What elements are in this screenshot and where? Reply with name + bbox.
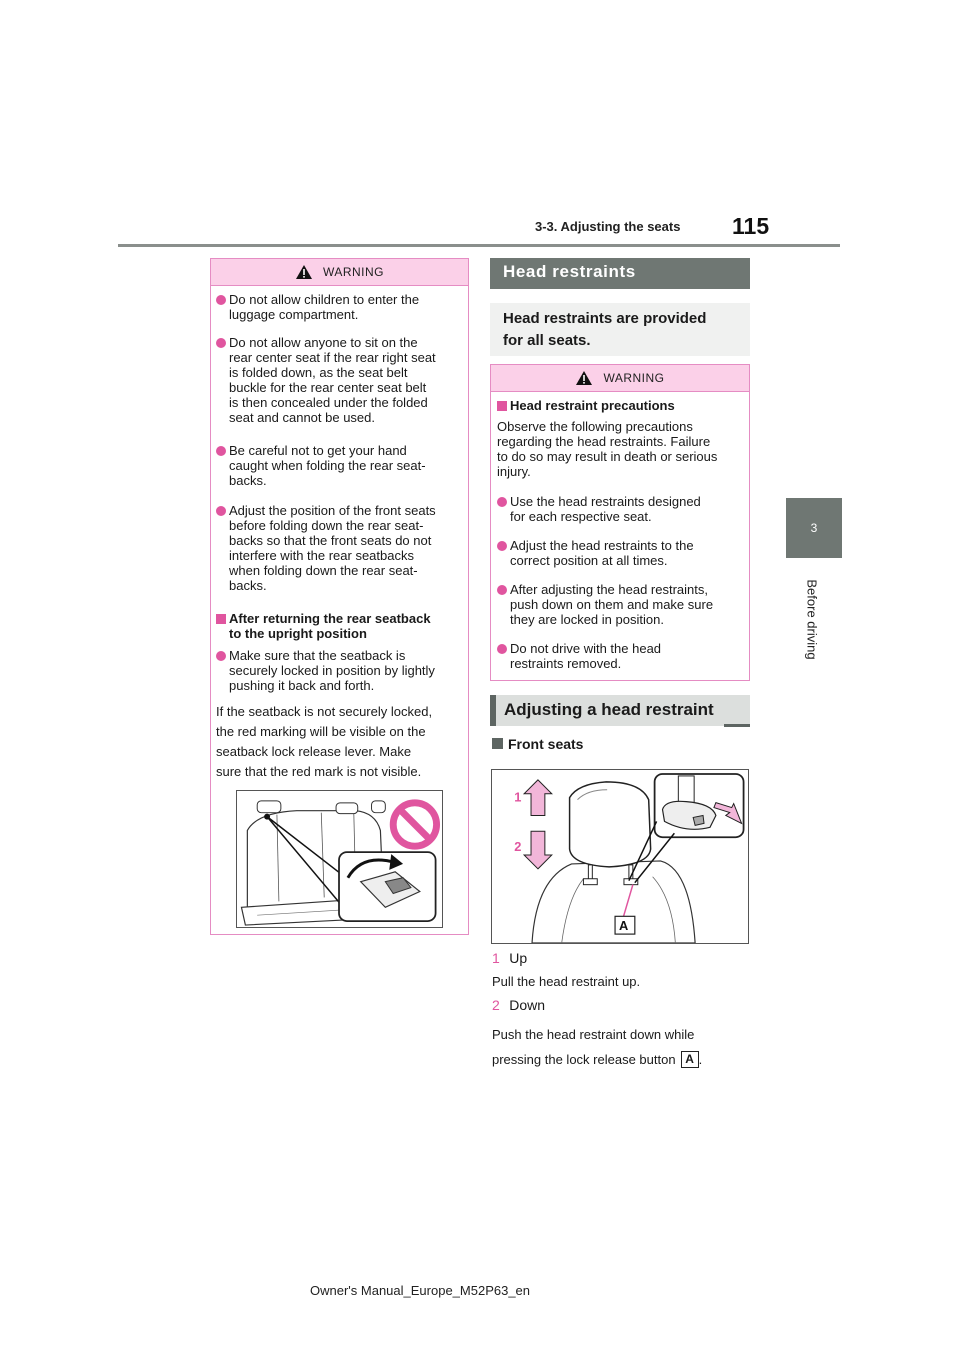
bullet-dot	[216, 506, 226, 516]
header-rule	[118, 244, 840, 247]
list-item: Use the head restraints designed for each respective seat.	[497, 494, 747, 524]
list-item: Do not allow anyone to sit on the rear center seat if the rear right seat is folded down, as the seat belt buckle for the rear center seat belt is then concealed under the folded seat and cannot be used.	[216, 335, 466, 425]
warning-paragraph: Observe the following precautions regarding the head restraints. Failure to do so may result in death or serious injury.	[497, 419, 718, 479]
warning-subheading: Head restraint precautions	[497, 398, 747, 413]
bullet-dot	[497, 497, 507, 507]
warning-header	[211, 259, 468, 286]
list-item: Adjust the position of the front seats before folding down the rear seat- backs so that the front seats do not interfere with the rear seatbacks when folding down the rear seat- backs.	[216, 503, 466, 593]
warning-paragraph: If the seatback is not securely locked, the red marking will be visible on the seatback lock release lever. Make sure that the red mark is not visible.	[216, 704, 433, 779]
list-item: Do not drive with the head restraints removed.	[497, 641, 747, 671]
bullet-dot	[216, 446, 226, 456]
section-title: 3-3. Adjusting the seats	[535, 219, 681, 234]
seatback-lock-illustration	[236, 790, 443, 928]
warning-subheading: After returning the rear seatback to the upright position	[216, 611, 466, 641]
warning-title: WARNING	[322, 265, 385, 279]
step-down: 2 Down	[492, 997, 546, 1013]
heading-adjusting: Adjusting a head restraint	[490, 695, 750, 726]
bullet-dot	[216, 295, 226, 305]
warning-triangle-icon	[575, 370, 593, 386]
list-item: Adjust the head restraints to the correct position at all times.	[497, 538, 747, 568]
chapter-tab	[786, 498, 842, 558]
arrow-label-down: 2	[514, 839, 522, 855]
warning-triangle-icon	[295, 264, 313, 280]
warning-header	[491, 365, 749, 392]
intro-box: Head restraints are provided for all seats.	[490, 303, 750, 356]
inline-badge-a: A	[681, 1051, 699, 1068]
footer-text: Owner's Manual_Europe_M52P63_en	[310, 1283, 531, 1298]
heading-head-restraints: Head restraints	[490, 258, 750, 289]
head-restraint-illustration	[491, 769, 749, 944]
list-item: Make sure that the seatback is securely locked in position by lightly pushing it back and forth.	[216, 648, 466, 693]
square-bullet	[497, 401, 507, 411]
warning-title: WARNING	[603, 371, 665, 385]
step-up: 1 Up	[492, 950, 528, 966]
button-label-a: A	[619, 918, 629, 934]
arrow-label-up: 1	[514, 789, 522, 805]
square-bullet	[216, 614, 226, 624]
bullet-dot	[216, 651, 226, 661]
step-up-desc: Pull the head restraint up.	[492, 974, 641, 989]
step-down-desc: Push the head restraint down while pressing the lock release button A .	[492, 1027, 703, 1067]
bullet-dot	[497, 585, 507, 595]
list-item: After adjusting the head restraints, push down on them and make sure they are locked in position.	[497, 582, 747, 627]
front-seats-subheading: Front seats	[492, 736, 583, 752]
bullet-dot	[216, 338, 226, 348]
heading-underline	[724, 724, 750, 727]
heading-edge	[490, 695, 496, 726]
square-bullet	[492, 738, 503, 749]
chapter-label: Before driving	[804, 579, 820, 660]
page-number: 115	[732, 213, 770, 239]
bullet-dot	[497, 644, 507, 654]
list-item: Do not allow children to enter the luggage compartment.	[216, 292, 466, 322]
bullet-dot	[497, 541, 507, 551]
chapter-number: 3	[810, 521, 818, 535]
list-item: Be careful not to get your hand caught when folding the rear seat- backs.	[216, 443, 466, 488]
